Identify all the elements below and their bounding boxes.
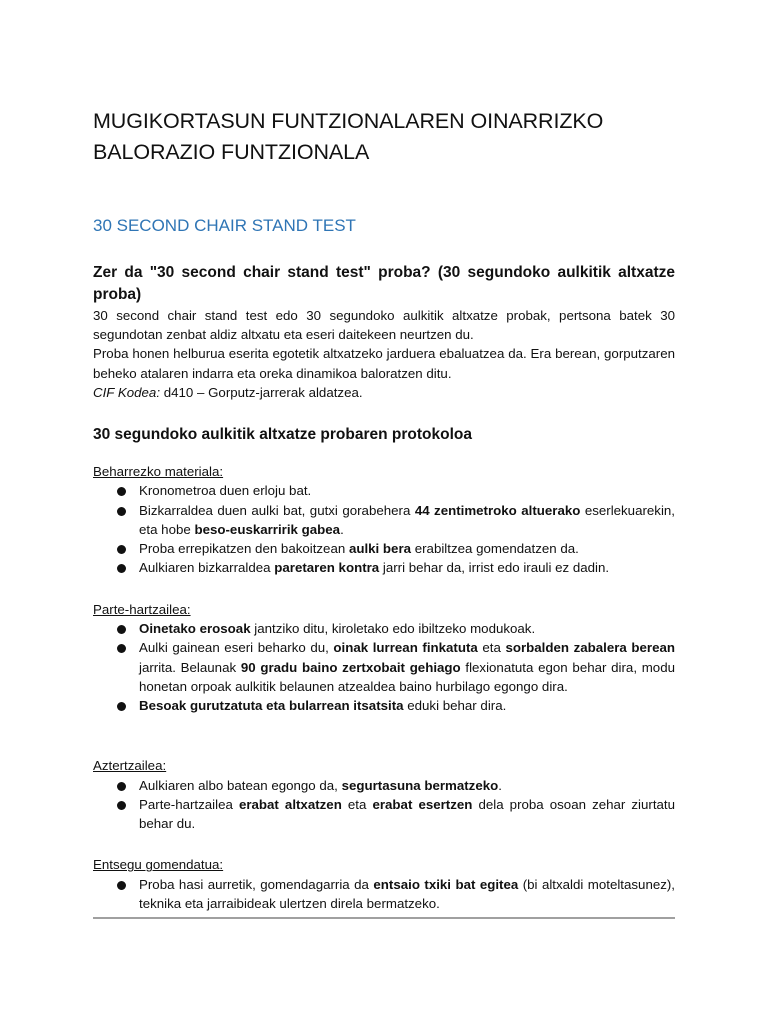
cif-code	[93, 383, 675, 402]
bullet-icon	[117, 881, 126, 890]
examiner-label: Aztertzailea:	[93, 758, 167, 774]
document-title	[93, 106, 675, 168]
bottom-divider	[93, 917, 675, 919]
list-item: Oinetako erosoak jantziko ditu, kiroletako edo ibiltzeko modukoak.	[93, 619, 675, 638]
list-item: Besoak gurutzatuta eta bularrean itsatsita eduki behar dira.	[93, 696, 675, 715]
participant-label: Parte-hartzailea:	[93, 601, 191, 617]
bullet-icon	[117, 644, 126, 653]
list-item: Parte-hartzailea erabat altxatzen eta erabat esertzen dela proba osoan zehar ziurtatu behar du.	[93, 795, 675, 834]
bullet-icon	[117, 487, 126, 496]
question-heading: Zer da "30 second chair stand test" proba? (30 segundoko aulkitik altxatze proba)	[93, 264, 675, 303]
materials-list	[93, 481, 675, 577]
participant-list	[93, 619, 675, 715]
trial-list	[93, 875, 675, 914]
cif-value: d410 – Gorputz-jarrerak aldatzea.	[160, 384, 363, 400]
list-item: Aulkiaren albo batean egongo da, segurtasuna bermatzeko.	[93, 776, 675, 795]
list-item: Aulki gainean eseri beharko du, oinak lurrean finkatuta eta sorbalden zabalera berean jarrita. Belaunak 90 gradu baino zertxobait gehiago flexionatuta egon behar dira, modu honetan orpoak aulkitik belaunen atzealdea baino hurbilago egongo dira.	[93, 638, 675, 696]
title-line-2: BALORAZIO FUNTZIONALA	[93, 140, 370, 164]
materials-label: Beharrezko materiala:	[93, 464, 224, 480]
intro-paragraph-2: Proba honen helburua eserita egotetik altxatzeko jarduera ebaluatzea da. Era berean, gorputzaren beheko atalaren indarra eta oreka dinamikoa baloratzen ditu.	[93, 346, 675, 381]
list-item: Proba errepikatzen den bakoitzean aulki bera erabiltzea gomendatzen da.	[93, 539, 675, 558]
list-item: Aulkiaren bizkarraldea paretaren kontra jarri behar da, irrist edo irauli ez dadin.	[93, 558, 675, 577]
protocol-heading: 30 segundoko aulkitik altxatze probaren protokoloa	[93, 426, 472, 444]
examiner-list	[93, 776, 675, 834]
intro-paragraph-1: 30 second chair stand test edo 30 segundoko aulkitik altxatze probak, pertsona batek 30 segundotan zenbat aldiz altxatu eta eseri daitekeen neurtzen du.	[93, 308, 675, 343]
bullet-icon	[117, 801, 126, 810]
list-item: Bizkarraldea duen aulki bat, gutxi gorabehera 44 zentimetroko altuerako eserlekuarekin, eta hobe beso-euskarririk gabea.	[93, 501, 675, 540]
bullet-icon	[117, 545, 126, 554]
list-item: Kronometroa duen erloju bat.	[93, 481, 675, 500]
title-line-1: MUGIKORTASUN FUNTZIONALAREN OINARRIZKO	[93, 109, 604, 133]
cif-label: CIF Kodea:	[93, 384, 161, 400]
bullet-icon	[117, 782, 126, 791]
list-item: Proba hasi aurretik, gomendagarria da entsaio txiki bat egitea (bi altxaldi moteltasunez), teknika eta jarraibideak ulertzen direla bermatzeko.	[93, 875, 675, 914]
bullet-icon	[117, 564, 126, 573]
bullet-icon	[117, 625, 126, 634]
bullet-icon	[117, 507, 126, 516]
bullet-icon	[117, 702, 126, 711]
document-content	[93, 106, 675, 919]
trial-label: Entsegu gomendatua:	[93, 857, 224, 873]
section-heading: 30 SECOND CHAIR STAND TEST	[93, 216, 356, 235]
